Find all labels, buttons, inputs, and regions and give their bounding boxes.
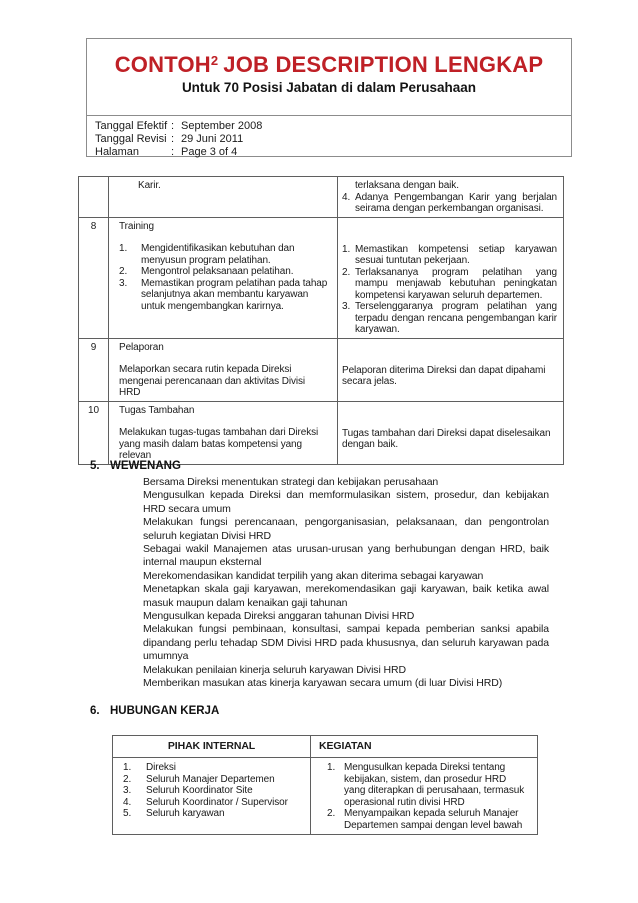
row-number-cell: 8 <box>79 217 109 338</box>
result-text: Pelaporan diterima Direksi dan dapat dipahami secara jelas. <box>342 364 546 387</box>
list-item-text: Terlaksananya program pelatihan yang mampu menjawab kebutuhan peningkatan kompetensi karyawan seluruh departemen. <box>355 266 557 301</box>
result-cell <box>338 217 564 338</box>
wewenang-list <box>143 476 549 691</box>
column-header-pihak-internal: PIHAK INTERNAL <box>113 736 311 758</box>
task-cell <box>109 338 338 401</box>
wewenang-item: Melakukan fungsi perencanaan, pengorganisasian, pelaksanaan, dan pengontrolan seluruh kegiatan Divisi HRD <box>143 516 549 542</box>
list-item-number: 4. <box>342 191 351 203</box>
meta-label: Tanggal Efektif <box>95 120 168 132</box>
list-item-text: Memastikan kompetensi setiap karyawan sesuai tuntutan pekerjaan. <box>355 243 557 266</box>
meta-value: 29 Juni 2011 <box>181 133 244 145</box>
meta-value: Page 3 of 4 <box>181 146 238 158</box>
list-item-text: Seluruh Manajer Departemen <box>146 773 275 785</box>
document-title <box>87 52 571 78</box>
meta-row-effective-date <box>95 120 571 133</box>
list-item <box>123 762 304 774</box>
meta-separator: : <box>171 146 175 158</box>
title-suffix: JOB DESCRIPTION LENGKAP <box>223 52 544 77</box>
document-subtitle: Untuk 70 Posisi Jabatan di dalam Perusahaan <box>181 80 477 95</box>
list-item <box>123 797 304 809</box>
list-item <box>119 243 328 266</box>
meta-value: September 2008 <box>181 120 263 132</box>
list-item-text: Memastikan program pelatihan pada tahap selanjutnya akan membantu karyawan untuk mengembangkan karirnya. <box>141 277 328 312</box>
wewenang-item: Sebagai wakil Manajemen atas urusan-urusan yang berhubungan dengan HRD, baik internal maupun eksternal <box>143 543 549 569</box>
list-item-text: Adanya Pengembangan Karir yang berjalan seirama dengan perkembangan organisasi. <box>355 191 557 214</box>
meta-label: Halaman <box>95 146 140 158</box>
task-text: Melakukan tugas-tugas tambahan dari Direksi yang masih dalam batas kompetensi yang relevan <box>119 427 319 461</box>
list-item <box>342 244 557 267</box>
spacer <box>119 353 328 364</box>
section-title: WEWENANG <box>110 460 181 472</box>
list-item-number: 2. <box>123 773 132 785</box>
document-meta <box>87 116 571 159</box>
section-number: 5. <box>90 460 100 472</box>
wewenang-item: Memberikan masukan atas kinerja karyawan secara umum (di luar Divisi HRD) <box>143 677 503 690</box>
document-header-box <box>86 38 572 157</box>
list-item <box>342 192 557 215</box>
list-item-text: Direksi <box>146 762 176 773</box>
kegiatan-cell <box>311 758 538 835</box>
list-item-text: Mengidentifikasikan kebutuhan dan menyusun program pelatihan. <box>141 243 295 266</box>
list-item <box>342 301 557 336</box>
result-continuation-text: terlaksana dengan baik. <box>355 180 459 191</box>
title-area <box>87 39 571 116</box>
result-cell <box>338 401 564 464</box>
task-title: Tugas Tambahan <box>119 404 195 416</box>
list-item-number: 1. <box>119 243 128 254</box>
task-cell <box>109 401 338 464</box>
task-cell <box>109 177 338 218</box>
task-title: Pelaporan <box>119 341 164 353</box>
table-row-tugas-tambahan <box>79 401 564 464</box>
section-number: 6. <box>90 705 100 717</box>
wewenang-item: Merekomendasikan kandidat terpilih yang akan diterima sebagai karyawan <box>143 569 484 582</box>
meta-row-revision-date <box>95 133 571 146</box>
row-number-cell: 10 <box>79 401 109 464</box>
wewenang-item: Bersama Direksi menentukan strategi dan kebijakan perusahaan <box>143 476 439 488</box>
spacer <box>119 416 328 427</box>
list-item <box>123 808 304 820</box>
section-heading-wewenang <box>90 460 181 472</box>
list-item <box>123 785 304 797</box>
list-item-number: 2. <box>119 266 128 277</box>
column-header-kegiatan: KEGIATAN <box>311 736 538 758</box>
task-cell <box>109 217 338 338</box>
job-description-table <box>78 176 564 465</box>
meta-separator: : <box>171 133 175 145</box>
row-number-cell: 9 <box>79 338 109 401</box>
list-item-text: Terselenggaranya program pelatihan yang terpadu dengan rencana pengembangan karir karyawan. <box>355 301 557 335</box>
spacer <box>119 232 328 243</box>
list-item-number: 3. <box>119 277 128 289</box>
list-item-number: 3. <box>123 785 132 796</box>
list-item-text: Seluruh karyawan <box>146 808 225 819</box>
section-title: HUBUNGAN KERJA <box>110 705 220 717</box>
result-text: Tugas tambahan dari Direksi dapat diselesaikan dengan baik. <box>342 427 551 450</box>
list-item-number: 2. <box>327 808 336 819</box>
list-item-number: 4. <box>123 796 132 808</box>
wewenang-item: Melakukan penilaian kinerja seluruh karyawan Divisi HRD <box>143 663 406 676</box>
table-body-row <box>113 758 538 835</box>
result-cell <box>338 177 564 218</box>
wewenang-item: Menetapkan skala gaji karyawan, merekomendasikan gaji karyawan, baik ketika awal masuk maupun dalam kenaikan gaji tahunan <box>143 583 549 609</box>
list-item-text: Seluruh Koordinator / Supervisor <box>146 796 288 808</box>
table-row-pelaporan <box>79 338 564 401</box>
wewenang-item: Melakukan fungsi pembinaan, konsultasi, sampai kepada pemberian sanksi apabila dipandang perlu tehadap SDM Divisi HRD pada khususnya, dan seluruh karyawan pada umumnya <box>143 623 549 663</box>
list-item <box>123 774 304 786</box>
pihak-internal-cell <box>113 758 311 835</box>
table-row-continuation <box>79 177 564 218</box>
title-prefix: CONTOH <box>114 52 211 77</box>
list-item-text: Seluruh Koordinator Site <box>146 785 253 796</box>
meta-separator: : <box>171 120 175 132</box>
list-item-text: Mengontrol pelaksanaan pelatihan. <box>141 266 294 277</box>
section-heading-hubungan-kerja <box>90 705 219 717</box>
list-item <box>327 762 529 808</box>
task-text: Melaporkan secara rutin kepada Direksi mengenai perencanaan dan aktivitas Divisi HRD <box>119 364 306 398</box>
task-continuation-text: Karir. <box>138 180 161 191</box>
table-row-training <box>79 217 564 338</box>
list-item-text: Mengusulkan kepada Direksi tentang kebijakan, sistem, dan prosedur HRD yang diterapkan di perusahaan, termasuk operasional rutin divisi HRD <box>344 762 525 808</box>
list-item <box>119 278 328 313</box>
list-item-text: Menyampaikan kepada seluruh Manajer Departemen sampai dengan level bawah <box>344 808 523 831</box>
list-item-number: 1. <box>123 762 132 773</box>
list-item-number: 1. <box>327 762 336 773</box>
table-header-row <box>113 736 538 758</box>
list-item <box>327 808 529 831</box>
meta-row-page <box>95 146 571 159</box>
list-item-number: 1. <box>342 243 351 255</box>
task-title: Training <box>119 220 154 232</box>
list-item-number: 3. <box>342 301 351 312</box>
row-number-cell <box>79 177 109 218</box>
wewenang-item: Mengusulkan kepada Direksi dan memformulasikan sistem, prosedur, dan kebijakan HRD secara umum <box>143 489 549 515</box>
result-cell <box>338 338 564 401</box>
list-item <box>342 267 557 302</box>
title-superscript: 2 <box>210 53 219 68</box>
list-item <box>119 266 328 278</box>
hubungan-kerja-table <box>112 735 538 835</box>
list-item-number: 2. <box>342 266 351 278</box>
meta-label: Tanggal Revisi <box>95 133 167 145</box>
list-item-number: 5. <box>123 808 132 819</box>
wewenang-item: Mengusulkan kepada Direksi anggaran tahunan Divisi HRD <box>143 610 415 623</box>
